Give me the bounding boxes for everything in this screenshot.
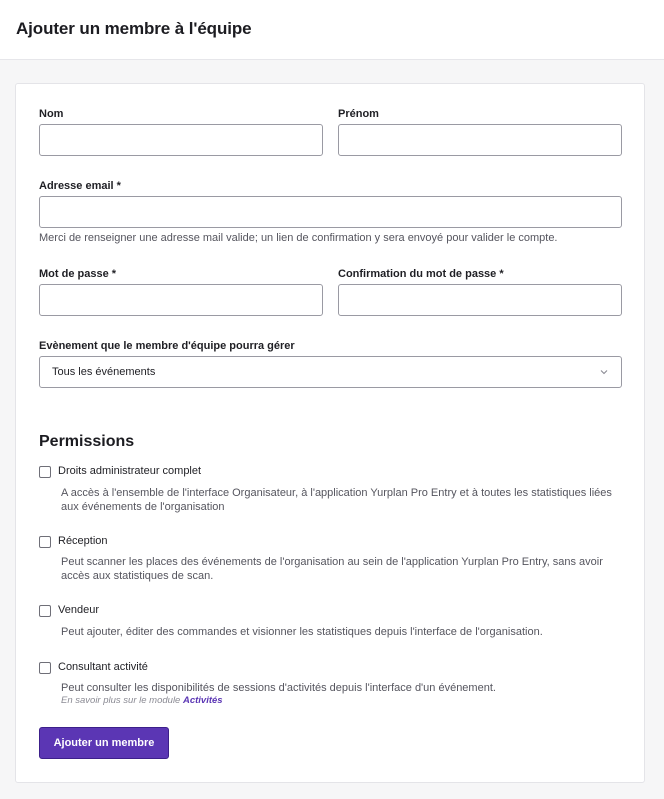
event-label: Evènement que le membre d'équipe pourra gérer (39, 340, 295, 352)
nom-label: Nom (39, 108, 64, 120)
email-input[interactable] (39, 196, 622, 228)
email-help-text: Merci de renseigner une adresse mail valide; un lien de confirmation y sera envoyé pour valider le compte. (39, 232, 558, 244)
vendeur-label[interactable]: Vendeur (58, 604, 99, 616)
nom-input[interactable] (39, 124, 323, 156)
reception-description-line2: accès aux statistiques de scan. (61, 570, 214, 582)
vendeur-description: Peut ajouter, éditer des commandes et visionner les statistiques depuis l'interface de l'organisation. (61, 626, 543, 638)
admin-description-line2: aux événements de l'organisation (61, 501, 225, 513)
reception-label[interactable]: Réception (58, 535, 108, 547)
admin-description-line1: A accès à l'ensemble de l'interface Organisateur, à l'application Yurplan Pro Entry et à toutes les statistiques liées (61, 487, 612, 499)
admin-checkbox[interactable] (39, 466, 51, 478)
permissions-title: Permissions (39, 433, 135, 450)
activites-link[interactable]: Activités (182, 695, 223, 706)
password-confirm-label: Confirmation du mot de passe * (338, 268, 504, 280)
add-member-form (15, 83, 645, 783)
event-select[interactable] (39, 356, 622, 388)
learn-more-text: En savoir plus sur le module (61, 695, 183, 706)
password-label: Mot de passe * (39, 268, 117, 280)
prenom-input[interactable] (338, 124, 622, 156)
event-select-value: Tous les événements (52, 366, 156, 378)
reception-description-line1: Peut scanner les places des événements de l'organisation au sein de l'application Yurplan Pro Entry, sans avoir (61, 556, 603, 568)
vendeur-checkbox[interactable] (39, 605, 51, 617)
prenom-label: Prénom (338, 108, 379, 120)
activites-learn-more (61, 695, 223, 706)
admin-label[interactable]: Droits administrateur complet (58, 465, 202, 477)
page-header (0, 0, 664, 60)
chevron-down-icon (599, 367, 609, 377)
consultant-description: Peut consulter les disponibilités de sessions d'activités depuis l'interface d'un événement. (61, 682, 496, 694)
admin-description (61, 486, 631, 514)
email-label: Adresse email * (39, 180, 121, 192)
password-confirm-input[interactable] (338, 284, 622, 316)
consultant-label[interactable]: Consultant activité (58, 661, 148, 673)
add-member-button[interactable]: Ajouter un membre (39, 727, 169, 759)
page-title: Ajouter un membre à l'équipe (16, 19, 252, 38)
consultant-checkbox[interactable] (39, 662, 51, 674)
password-input[interactable] (39, 284, 323, 316)
reception-description (61, 555, 631, 583)
reception-checkbox[interactable] (39, 536, 51, 548)
